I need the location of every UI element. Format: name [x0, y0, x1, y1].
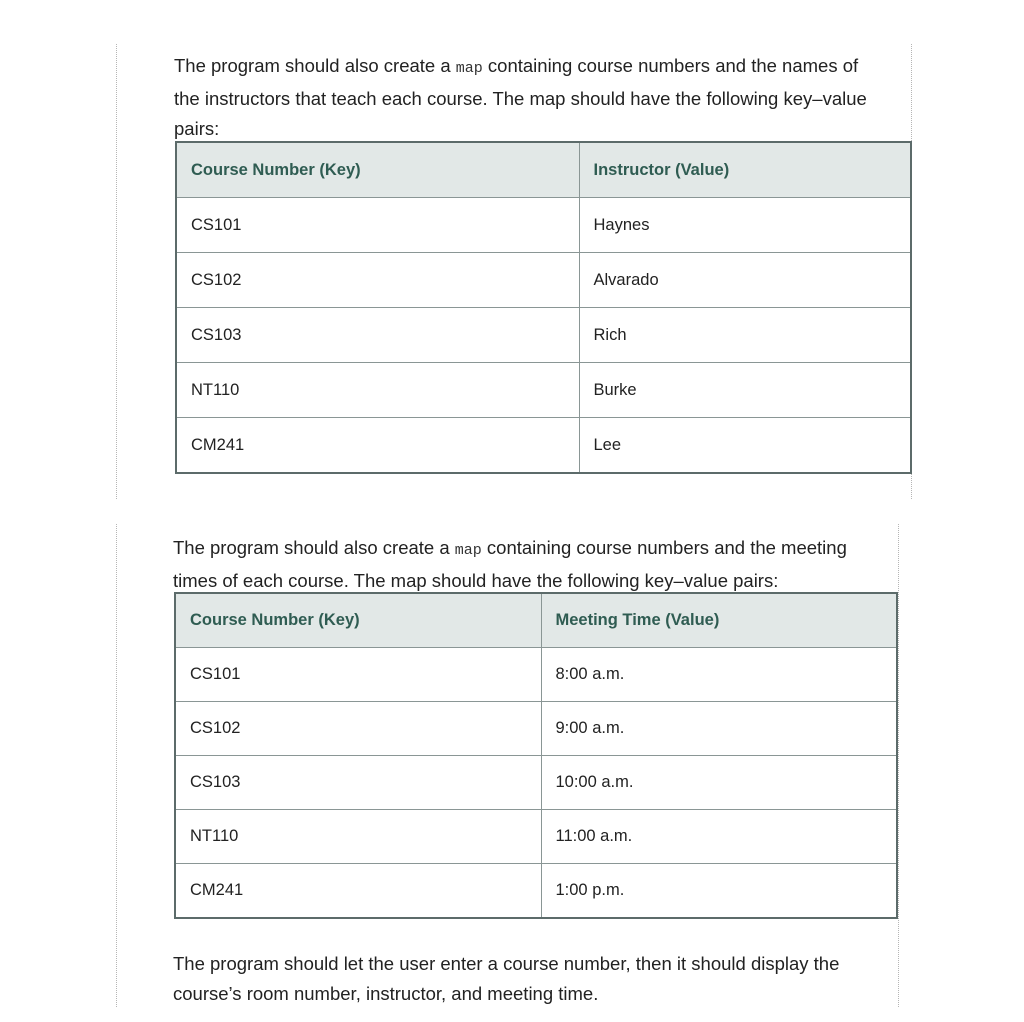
header-course-number: Course Number (Key): [176, 142, 579, 198]
course-number-cell: CS102: [175, 702, 541, 756]
instructor-cell: Burke: [579, 363, 911, 418]
meeting-time-cell: 1:00 p.m.: [541, 864, 897, 919]
course-number-cell: CM241: [176, 418, 579, 474]
section-meeting-times: [116, 524, 899, 1007]
header-meeting-time: Meeting Time (Value): [541, 593, 897, 648]
meeting-time-table: [174, 592, 898, 919]
instructor-cell: Rich: [579, 308, 911, 363]
closing-text: course’s room number, instructor, and meeting time.: [173, 983, 599, 1004]
intro-text: The program should also create a: [174, 55, 456, 76]
header-instructor: Instructor (Value): [579, 142, 911, 198]
instructor-cell: Lee: [579, 418, 911, 474]
meeting-time-cell: 10:00 a.m.: [541, 756, 897, 810]
table-row: [175, 702, 897, 756]
instructor-table: [175, 141, 912, 474]
header-course-number: Course Number (Key): [175, 593, 541, 648]
intro-paragraph-meeting-times: [173, 533, 847, 596]
table-header-row: [175, 593, 897, 648]
intro-text: times of each course. The map should have the following key–value pairs:: [173, 570, 779, 591]
code-map: map: [454, 542, 482, 559]
table-row: [176, 253, 911, 308]
table-row: [175, 810, 897, 864]
intro-text: containing course numbers and the meeting: [481, 537, 847, 558]
course-number-cell: NT110: [175, 810, 541, 864]
course-number-cell: CS103: [176, 308, 579, 363]
table-row: [176, 363, 911, 418]
table-row: [176, 308, 911, 363]
meeting-time-cell: 8:00 a.m.: [541, 648, 897, 702]
table-header-row: [176, 142, 911, 198]
course-number-cell: CM241: [175, 864, 541, 919]
instructor-cell: Alvarado: [579, 253, 911, 308]
intro-text: pairs:: [174, 118, 220, 139]
closing-paragraph: [173, 949, 839, 1009]
table-row: [175, 648, 897, 702]
intro-text: The program should also create a: [173, 537, 455, 558]
section-instructors: [116, 44, 912, 499]
instructor-cell: Haynes: [579, 198, 911, 253]
meeting-time-cell: 9:00 a.m.: [541, 702, 897, 756]
table-row: [175, 864, 897, 919]
closing-text: The program should let the user enter a course number, then it should display the: [173, 953, 840, 974]
intro-text: containing course numbers and the names of: [482, 55, 859, 76]
table-row: [175, 756, 897, 810]
course-number-cell: CS101: [176, 198, 579, 253]
intro-paragraph-instructors: [174, 51, 867, 144]
code-map: map: [455, 60, 483, 77]
course-number-cell: CS101: [175, 648, 541, 702]
course-number-cell: CS102: [176, 253, 579, 308]
table-row: [176, 198, 911, 253]
meeting-time-cell: 11:00 a.m.: [541, 810, 897, 864]
course-number-cell: CS103: [175, 756, 541, 810]
table-row: [176, 418, 911, 474]
intro-text: the instructors that teach each course. The map should have the following key–value: [174, 88, 867, 109]
course-number-cell: NT110: [176, 363, 579, 418]
